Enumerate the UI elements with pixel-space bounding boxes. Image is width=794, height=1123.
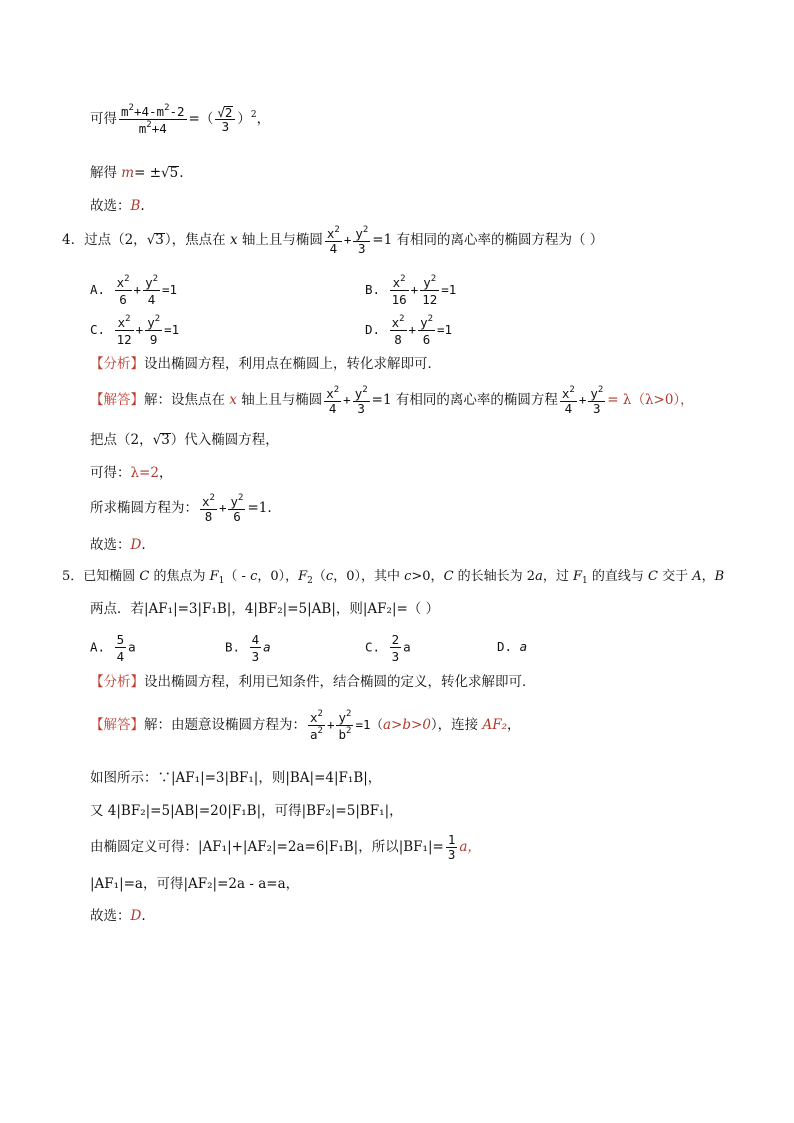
text: 的焦点为 xyxy=(149,569,210,584)
question-number: 5． xyxy=(62,569,84,584)
fraction: $\frac{y^2}{3}$ xyxy=(354,385,368,416)
fraction xyxy=(446,834,458,861)
text: + xyxy=(343,232,352,247)
text: 交于 xyxy=(657,569,693,584)
text: 2 xyxy=(224,104,233,120)
text: 故选： xyxy=(90,908,131,924)
fraction: $\frac{x^2}{4}$ xyxy=(326,225,340,256)
text: a xyxy=(519,639,528,654)
option-label: B. xyxy=(365,282,381,297)
q5-option-d[interactable] xyxy=(497,639,527,654)
q4-solution-line3 xyxy=(90,467,172,481)
text: 的长轴长为 2 xyxy=(453,569,536,584)
q5-solution-line4 xyxy=(90,834,481,861)
fraction: $\frac{m^2+4-m^2-2}{m^2+4}$ xyxy=(121,103,185,136)
q4-option-d[interactable]: D. $\frac{x^2}{8}$ + $\frac{y^2}{6}$ =1 xyxy=(365,314,453,347)
fraction: $\frac{x^2}{6}$ xyxy=(116,274,130,307)
text: a xyxy=(128,639,136,655)
text: 解：设焦点在 xyxy=(144,392,230,408)
fraction: $\frac{y^2}{6}$ xyxy=(420,314,434,347)
q5-stem-line2 xyxy=(90,603,439,617)
text: 3 xyxy=(391,649,400,664)
text: 故选： xyxy=(90,537,131,553)
text: （ xyxy=(312,569,326,584)
text: 12 xyxy=(422,292,438,307)
text: +4 xyxy=(151,120,167,136)
text: ），焦点在 xyxy=(164,232,230,248)
text: 所求椭圆方程为： xyxy=(90,500,198,516)
text: =1 有相同的离心率的椭圆方程 xyxy=(371,392,558,408)
text: 2 xyxy=(391,632,400,647)
text: 可得： xyxy=(90,465,131,481)
q4-solution-line2: 把点（2，√3）代入椭圆方程， xyxy=(90,432,279,448)
text: 可得 xyxy=(90,111,117,127)
text: 3 xyxy=(353,241,370,256)
text: D xyxy=(130,908,142,924)
fraction: $\frac{y^2}{9}$ xyxy=(147,314,161,347)
text: 3 xyxy=(588,401,605,416)
option-label: D. xyxy=(365,322,381,337)
fraction: $\frac{y^2}{4}$ xyxy=(145,274,159,307)
text: |AF₁|=a，可得|AF₂|=2a - a=a， xyxy=(90,876,300,892)
text: 设出椭圆方程，利用已知条件，结合椭圆的定义，转化求解即可． xyxy=(144,674,536,690)
text: =1（ xyxy=(355,717,383,732)
text: 3 xyxy=(251,649,260,664)
text: a xyxy=(535,569,543,584)
text: 9 xyxy=(145,330,162,347)
fraction: $\frac{y^2}{3}$ xyxy=(590,385,604,416)
text: D xyxy=(130,537,142,553)
text: 4 xyxy=(116,649,125,664)
text: . xyxy=(179,165,184,181)
text: m xyxy=(121,165,135,181)
q5-choose xyxy=(90,910,146,924)
text: a xyxy=(263,639,271,655)
fraction: $\frac{x^2}{a^2}$ xyxy=(310,709,323,742)
text: （ - xyxy=(224,569,251,584)
text: c xyxy=(325,569,334,584)
text: ，0）， xyxy=(257,569,299,584)
text: 6 xyxy=(418,330,435,347)
text: 3 xyxy=(215,119,235,134)
text: =1 xyxy=(162,282,178,297)
text: 5 xyxy=(169,165,179,181)
text: C xyxy=(139,569,150,584)
text: 解得 xyxy=(90,165,122,181)
q5-solution-line2 xyxy=(90,772,381,786)
text: x xyxy=(326,226,335,241)
fraction: $\frac{y^2}{6}$ xyxy=(230,493,244,524)
text: B xyxy=(714,569,725,584)
answer-tag: 【解答】 xyxy=(90,717,144,733)
fraction: $\frac{y^2}{b^2}$ xyxy=(338,709,352,742)
text: = ± xyxy=(134,165,162,181)
text: m xyxy=(138,120,147,136)
option-label: A. xyxy=(90,282,106,297)
q5-analysis xyxy=(90,676,536,690)
text: 5 xyxy=(116,632,125,647)
analysis-tag: 【分析】 xyxy=(90,674,144,690)
fraction xyxy=(250,632,262,664)
q4-option-c[interactable]: C. $\frac{x^2}{12}$ + $\frac{y^2}{9}$ =1 xyxy=(90,314,180,347)
fraction: $\frac{√2}{3}$ xyxy=(215,106,235,134)
q5-solution-line1: 【解答】解：由题意设椭圆方程为： $\frac{x^2}{a^2}$ + $\frac{y^2}{b^2}$ =1（a>b>0），连接 AF₂， xyxy=(90,709,521,742)
text: ，0），其中 xyxy=(333,569,405,584)
line-solve-m: 解得 m= ±√5. xyxy=(90,165,184,181)
text: C xyxy=(443,569,454,584)
text: F xyxy=(572,569,582,584)
text: 设出椭圆方程，利用点在椭圆上，转化求解即可． xyxy=(144,356,441,372)
text: 轴上且与椭圆 xyxy=(237,232,323,248)
fraction xyxy=(390,632,402,664)
text: 6 xyxy=(115,290,132,307)
q4-analysis xyxy=(90,358,441,372)
text: +4-m xyxy=(133,104,165,119)
text: λ=2 xyxy=(130,465,159,481)
text: ， xyxy=(158,465,173,481)
text: C xyxy=(648,569,658,584)
text: c xyxy=(404,569,412,584)
text: A xyxy=(692,569,702,584)
text: =（ xyxy=(188,111,214,127)
text: ） xyxy=(237,111,251,127)
text: 16 xyxy=(391,292,407,307)
text: >0， xyxy=(411,569,444,584)
text: 如图所示：∵|AF₁|=3|BF₁|，则|BA|=4|F₁B|， xyxy=(90,770,382,786)
text: 3 xyxy=(447,846,456,862)
q4-option-b[interactable]: B. $\frac{x^2}{16}$ + $\frac{y^2}{12}$ =1 xyxy=(365,274,457,307)
q4-solution-line1: 【解答】解：设焦点在 x 轴上且与椭圆 $\frac{x^2}{4}$ + $\frac{y^2}{3}$ =1 有相同的离心率的椭圆方程 $\frac{x^2}{4}$ + $\frac{y^2}{3}$ = λ（λ>0）， xyxy=(90,385,694,416)
text: F xyxy=(298,569,308,584)
text: AF₂ xyxy=(482,717,507,733)
text: . xyxy=(141,537,146,553)
fraction: $\frac{y^2}{3}$ xyxy=(355,225,369,256)
text: -2 xyxy=(169,104,185,119)
q4-option-a[interactable]: A. $\frac{x^2}{6}$ + $\frac{y^2}{4}$ =1 xyxy=(90,274,178,307)
fraction xyxy=(115,632,127,664)
line-result-fraction: 可得 $\frac{m^2+4-m^2-2}{m^2+4}$ =（ $\frac{√2}{3}$ ）$^2$， xyxy=(90,103,271,136)
text: a xyxy=(403,639,411,655)
text: =1 xyxy=(437,322,453,337)
option-label: B. xyxy=(225,639,241,655)
text: 8 xyxy=(390,330,407,347)
text: 4 xyxy=(324,401,341,416)
text: 8 xyxy=(200,509,217,524)
text: . xyxy=(140,198,145,214)
option-label: C. xyxy=(90,322,106,337)
text: 4 xyxy=(143,290,160,307)
line-choose-b xyxy=(90,200,145,214)
q5-solution-line5 xyxy=(90,878,299,892)
text: . xyxy=(141,908,146,924)
fraction: $\frac{x^2}{4}$ xyxy=(326,385,340,416)
text: m xyxy=(121,104,129,119)
text: 过点（2， xyxy=(84,232,147,248)
option-label: D. xyxy=(497,639,513,654)
option-label: A. xyxy=(90,639,106,655)
text: 把点（2， xyxy=(90,432,153,448)
text: 4 xyxy=(251,632,260,647)
fraction: $\frac{x^2}{8}$ xyxy=(391,314,405,347)
question-number: 4． xyxy=(62,232,85,248)
q5-option-c[interactable] xyxy=(365,632,411,664)
text: x xyxy=(229,392,237,408)
text: c xyxy=(250,569,258,584)
text: 3 xyxy=(161,432,170,448)
text: x xyxy=(229,232,238,248)
text: B xyxy=(130,198,141,214)
text: a， xyxy=(459,839,481,855)
text: ， xyxy=(701,569,715,584)
q5-stem-line1: 5．已知椭圆 C 的焦点为 $F_1$（ - c，0），$F_2(c$，0），其中 c>0，C 的长轴长为 2a，过 $F_1$ 的直线与 C 交于 A，B xyxy=(62,569,725,586)
text: ， xyxy=(256,111,271,127)
text: ），连接 xyxy=(430,717,483,733)
text: y xyxy=(355,226,363,241)
text: 4 xyxy=(560,401,577,416)
fraction: $\frac{x^2}{4}$ xyxy=(561,385,575,416)
fraction: $\frac{y^2}{12}$ xyxy=(422,274,438,307)
q5-option-b[interactable] xyxy=(225,632,271,664)
q5-solution-line3 xyxy=(90,805,403,819)
q4-choose xyxy=(90,539,146,553)
text: 又 4|BF₂|=5|AB|=20|F₁B|，可得|BF₂|=5|BF₁|， xyxy=(90,803,403,819)
text: =1. xyxy=(247,500,272,516)
text: 3 xyxy=(155,232,164,248)
text: =1 xyxy=(441,282,457,297)
text: 由椭圆定义可得：|AF₁|+|AF₂|=2a=6|F₁B|，所以|BF₁|= xyxy=(90,839,444,855)
text: 1 xyxy=(447,832,456,847)
q5-option-a[interactable] xyxy=(90,632,136,664)
text: ， xyxy=(506,717,521,733)
text: 6 xyxy=(228,509,245,524)
text: 的直线与 xyxy=(587,569,648,584)
text: 轴上且与椭圆 xyxy=(236,392,323,408)
text: 已知椭圆 xyxy=(83,569,140,584)
fraction: $\frac{x^2}{16}$ xyxy=(391,274,407,307)
text: =1 xyxy=(164,322,180,337)
text: 故选： xyxy=(90,198,131,214)
text: 4 xyxy=(325,241,342,256)
text: 12 xyxy=(116,332,132,347)
text: 两点．若|AF₁|=3|F₁B|，4|BF₂|=5|AB|，则|AF₂|=（ ） xyxy=(90,601,440,617)
text: F xyxy=(209,569,219,584)
option-label: C. xyxy=(365,639,381,655)
text: 解：由题意设椭圆方程为： xyxy=(144,717,306,733)
text: =1 有相同的离心率的椭圆方程为（ ） xyxy=(372,232,604,248)
text: ）代入椭圆方程， xyxy=(170,432,279,448)
text: ，过 xyxy=(542,569,573,584)
text: = λ（λ>0）， xyxy=(607,392,694,408)
analysis-tag: 【分析】 xyxy=(90,356,144,372)
q4-stem: 4．过点（2，√3），焦点在 x 轴上且与椭圆 $\frac{x^2}{4}$ + $\frac{y^2}{3}$ =1 有相同的离心率的椭圆方程为（ ） xyxy=(62,225,604,256)
text: a>b>0 xyxy=(383,717,431,733)
answer-tag: 【解答】 xyxy=(90,392,144,408)
text: 3 xyxy=(353,401,370,416)
q4-solution-line4: 所求椭圆方程为： $\frac{x^2}{8}$ + $\frac{y^2}{6}$ =1. xyxy=(90,493,272,524)
fraction: $\frac{x^2}{12}$ xyxy=(116,314,132,347)
fraction: $\frac{x^2}{8}$ xyxy=(202,493,215,524)
